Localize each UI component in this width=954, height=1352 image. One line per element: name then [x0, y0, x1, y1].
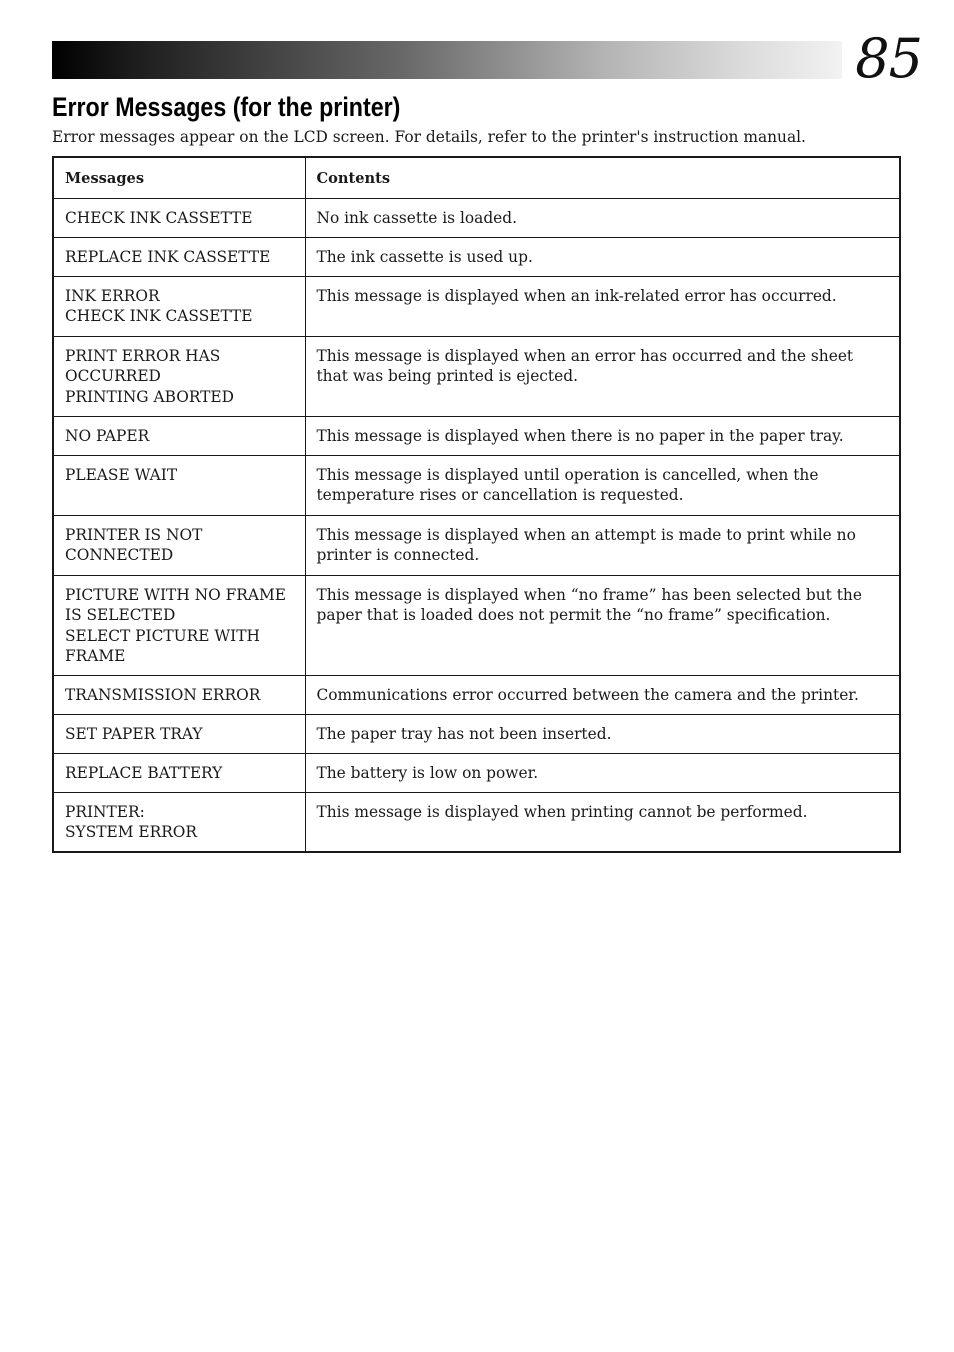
- content-cell: The paper tray has not been inserted.: [305, 714, 900, 753]
- content-cell: This message is displayed when “no frame” has been selected but the paper that is loaded does not permit the “no frame” specification.: [305, 575, 900, 675]
- table-row: [53, 198, 900, 237]
- content-cell: This message is displayed when an attempt is made to print while no printer is connected.: [305, 515, 900, 575]
- header-messages: Messages: [53, 157, 305, 198]
- message-line: PRINTING ABORTED: [65, 387, 234, 406]
- message-line: CHECK INK CASSETTE: [65, 208, 253, 227]
- message-line: PRINT ERROR HAS: [65, 346, 221, 365]
- content-cell: This message is displayed until operation is cancelled, when the temperature rises or cancellation is requested.: [305, 455, 900, 515]
- message-cell: [53, 575, 305, 675]
- message-cell: [53, 675, 305, 714]
- table-row: [53, 416, 900, 455]
- table-row: [53, 714, 900, 753]
- message-line: SET PAPER TRAY: [65, 724, 203, 743]
- message-cell: [53, 237, 305, 276]
- content-cell: This message is displayed when there is no paper in the paper tray.: [305, 416, 900, 455]
- message-line: SYSTEM ERROR: [65, 823, 198, 841]
- message-cell: [53, 515, 305, 575]
- table-row: [53, 515, 900, 575]
- table-row: [53, 237, 900, 276]
- table-row: [53, 675, 900, 714]
- table-row: [53, 336, 900, 416]
- message-line: CHECK INK CASSETTE: [65, 307, 253, 325]
- table-row: [53, 575, 900, 675]
- message-line: CONNECTED: [65, 546, 174, 564]
- table-row: [53, 792, 900, 852]
- message-line: INK ERROR: [65, 286, 160, 305]
- table-row: [53, 276, 900, 336]
- message-cell: [53, 198, 305, 237]
- table-body: [53, 198, 900, 852]
- table-row: [53, 753, 900, 792]
- error-messages-table: [52, 156, 901, 853]
- table-row: [53, 455, 900, 515]
- message-line: IS SELECTED: [65, 606, 176, 624]
- message-cell: [53, 276, 305, 336]
- content-cell: This message is displayed when an error has occurred and the sheet that was being printed is ejected.: [305, 336, 900, 416]
- message-cell: [53, 792, 305, 852]
- message-line: PRINTER IS NOT: [65, 525, 203, 544]
- message-line: SELECT PICTURE WITH: [65, 626, 260, 645]
- content-cell: This message is displayed when an ink-related error has occurred.: [305, 276, 900, 336]
- content-cell: This message is displayed when printing cannot be performed.: [305, 792, 900, 852]
- message-cell: [53, 336, 305, 416]
- message-line: FRAME: [65, 647, 126, 665]
- message-cell: [53, 753, 305, 792]
- table-header-row: [53, 157, 900, 198]
- header-gradient-bar: [52, 41, 842, 79]
- intro-text: Error messages appear on the LCD screen. For details, refer to the printer's instruction manual.: [52, 128, 806, 146]
- message-line: PRINTER:: [65, 802, 145, 821]
- message-line: TRANSMISSION ERROR: [65, 685, 261, 704]
- content-cell: The ink cassette is used up.: [305, 237, 900, 276]
- page-number: 85: [855, 27, 922, 90]
- header-contents: Contents: [305, 157, 900, 198]
- message-line: PLEASE WAIT: [65, 465, 178, 484]
- content-cell: No ink cassette is loaded.: [305, 198, 900, 237]
- message-line: REPLACE BATTERY: [65, 763, 223, 782]
- message-line: OCCURRED: [65, 367, 161, 385]
- message-cell: [53, 714, 305, 753]
- message-line: NO PAPER: [65, 426, 150, 445]
- message-cell: [53, 455, 305, 515]
- message-line: PICTURE WITH NO FRAME: [65, 585, 286, 604]
- message-line: REPLACE INK CASSETTE: [65, 247, 271, 266]
- content-cell: The battery is low on power.: [305, 753, 900, 792]
- page-title: Error Messages (for the printer): [52, 92, 401, 122]
- content-cell: Communications error occurred between the camera and the printer.: [305, 675, 900, 714]
- message-cell: [53, 416, 305, 455]
